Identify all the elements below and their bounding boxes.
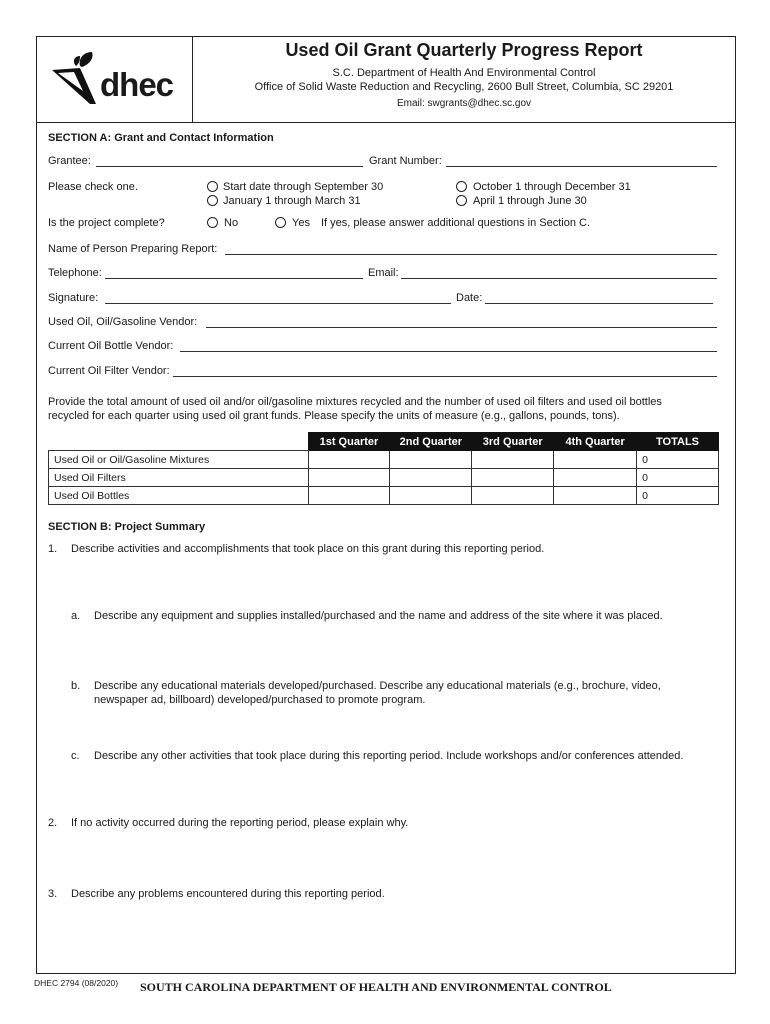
question-1-response[interactable]	[48, 560, 718, 606]
table-row	[49, 469, 719, 487]
form-code: DHEC 2794 (08/2020)	[34, 978, 119, 988]
question-2-response[interactable]	[48, 834, 718, 884]
row-total: 0	[637, 451, 719, 469]
radio-oct1-dec31[interactable]	[456, 181, 467, 192]
cell-input[interactable]	[308, 469, 390, 487]
table-header-blank	[49, 433, 309, 451]
cell-input[interactable]	[308, 451, 390, 469]
project-complete-label: Is the project complete?	[48, 217, 165, 229]
question-2-number: 2.	[48, 817, 58, 829]
dhec-logo	[50, 50, 182, 108]
cell-input[interactable]	[472, 487, 554, 505]
radio-jan1-mar31[interactable]	[207, 195, 218, 206]
quarterly-amounts-table	[48, 432, 719, 505]
grant-number-field[interactable]	[446, 166, 717, 167]
option-jan1-mar31: January 1 through March 31	[223, 195, 361, 207]
row-total: 0	[637, 469, 719, 487]
question-b-line-1: Describe any educational materials developed/purchased. Describe any educational materials (e.g., brochure, video,	[94, 680, 661, 692]
cell-input[interactable]	[472, 451, 554, 469]
radio-complete-no[interactable]	[207, 217, 218, 228]
bottle-vendor-label: Current Oil Bottle Vendor:	[48, 340, 174, 352]
filter-vendor-field[interactable]	[173, 376, 717, 377]
grantee-label: Grantee:	[48, 155, 91, 167]
vendor-label: Used Oil, Oil/Gasoline Vendor:	[48, 316, 198, 328]
radio-apr1-jun30[interactable]	[456, 195, 467, 206]
office-address: Office of Solid Waste Reduction and Recycling, 2600 Bull Street, Columbia, SC 29201	[254, 81, 674, 93]
radio-start-sep30[interactable]	[207, 181, 218, 192]
cell-input[interactable]	[390, 451, 472, 469]
header-divider	[36, 122, 736, 123]
row-label: Used Oil or Oil/Gasoline Mixtures	[49, 451, 309, 469]
cell-input[interactable]	[390, 487, 472, 505]
col-3rd-quarter: 3rd Quarter	[472, 433, 554, 451]
radio-complete-yes[interactable]	[275, 217, 286, 228]
agency-name: S.C. Department of Health And Environmental Control	[332, 67, 596, 79]
cell-input[interactable]	[554, 451, 637, 469]
page-title: Used Oil Grant Quarterly Progress Report	[285, 40, 643, 60]
cell-input[interactable]	[390, 469, 472, 487]
question-a-response[interactable]	[94, 627, 718, 677]
logo-text: dhec	[100, 66, 174, 103]
option-apr1-jun30: April 1 through June 30	[473, 195, 587, 207]
email-field[interactable]	[401, 278, 717, 279]
telephone-field[interactable]	[105, 278, 363, 279]
col-totals: TOTALS	[637, 433, 719, 451]
col-2nd-quarter: 2nd Quarter	[390, 433, 472, 451]
question-c: Describe any other activities that took place during this reporting period. Include workshops and/or conferences attended.	[94, 750, 684, 762]
table-header-row	[49, 433, 719, 451]
preparer-field[interactable]	[225, 254, 717, 255]
table-row	[49, 487, 719, 505]
cell-input[interactable]	[472, 469, 554, 487]
question-b-response[interactable]	[94, 710, 718, 748]
yes-label: Yes	[292, 217, 310, 229]
option-start-sep30: Start date through September 30	[223, 181, 384, 193]
row-label: Used Oil Filters	[49, 469, 309, 487]
signature-field[interactable]	[105, 303, 451, 304]
question-3-response[interactable]	[48, 905, 718, 967]
cell-input[interactable]	[554, 487, 637, 505]
question-1-number: 1.	[48, 543, 58, 555]
question-2: If no activity occurred during the reporting period, please explain why.	[71, 817, 409, 829]
question-1: Describe activities and accomplishments that took place on this grant during this reporting period.	[71, 543, 545, 555]
instructions-line-2: recycled for each quarter using used oil grant funds. Please specify the units of measure (e.g., gallons, pounds, tons).	[48, 410, 620, 422]
section-a-heading: SECTION A: Grant and Contact Information	[48, 132, 274, 144]
vendor-field[interactable]	[206, 327, 717, 328]
question-a: Describe any equipment and supplies installed/purchased and the name and address of the site where it was placed.	[94, 610, 663, 622]
option-oct1-dec31: October 1 through December 31	[473, 181, 631, 193]
signature-label: Signature:	[48, 292, 99, 304]
grant-number-label: Grant Number:	[369, 155, 442, 167]
cell-input[interactable]	[308, 487, 390, 505]
email-label: Email:	[368, 267, 399, 279]
col-1st-quarter: 1st Quarter	[308, 433, 390, 451]
question-3: Describe any problems encountered during this reporting period.	[71, 888, 385, 900]
question-b-letter: b.	[71, 680, 81, 692]
check-one-label: Please check one.	[48, 181, 138, 193]
table-row	[49, 451, 719, 469]
date-field[interactable]	[485, 303, 713, 304]
telephone-label: Telephone:	[48, 267, 102, 279]
preparer-label: Name of Person Preparing Report:	[48, 243, 218, 255]
cell-input[interactable]	[554, 469, 637, 487]
row-label: Used Oil Bottles	[49, 487, 309, 505]
question-b-line-2: newspaper ad, billboard) developed/purchased to promote program.	[94, 694, 426, 706]
question-a-letter: a.	[71, 610, 81, 622]
bottle-vendor-field[interactable]	[180, 351, 717, 352]
contact-email: Email: swgrants@dhec.sc.gov	[396, 98, 532, 109]
filter-vendor-label: Current Oil Filter Vendor:	[48, 365, 170, 377]
question-c-letter: c.	[71, 750, 80, 762]
section-b-heading: SECTION B: Project Summary	[48, 521, 206, 533]
no-label: No	[224, 217, 239, 229]
footer-department: SOUTH CAROLINA DEPARTMENT OF HEALTH AND ENVIRONMENTAL CONTROL	[140, 980, 612, 994]
yes-note: If yes, please answer additional questions in Section C.	[321, 217, 591, 229]
instructions-line-1: Provide the total amount of used oil and/or oil/gasoline mixtures recycled and the number of used oil filters and used oil bottles	[48, 396, 662, 408]
question-c-response[interactable]	[94, 767, 718, 813]
row-total: 0	[637, 487, 719, 505]
date-label: Date:	[456, 292, 483, 304]
question-3-number: 3.	[48, 888, 58, 900]
grantee-field[interactable]	[96, 166, 363, 167]
col-4th-quarter: 4th Quarter	[554, 433, 637, 451]
